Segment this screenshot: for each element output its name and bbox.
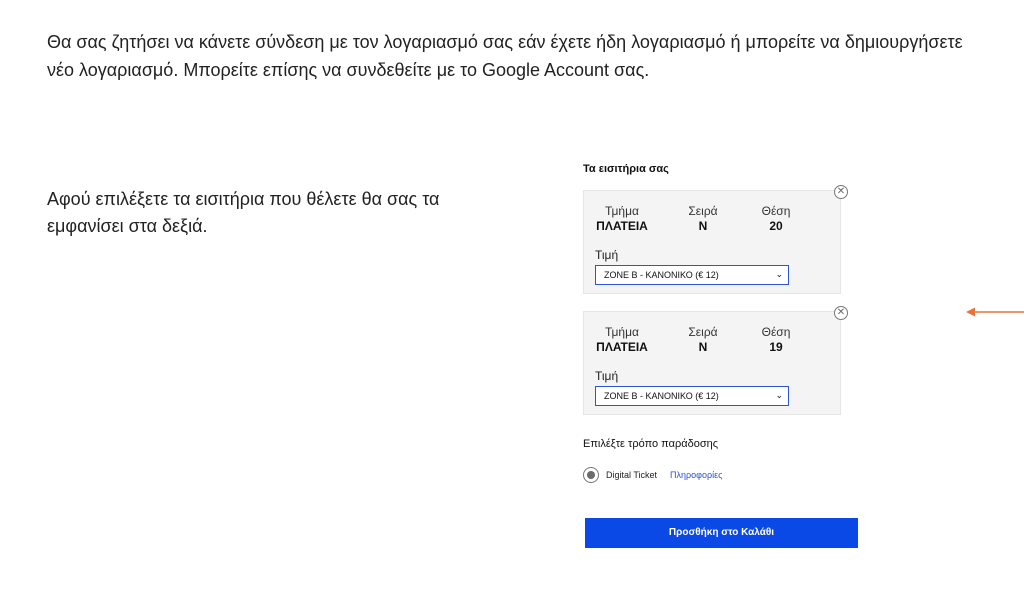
ticket-row (680, 204, 726, 234)
seat-label: Θέση (761, 325, 791, 339)
price-select-value: ZONE B - ΚΑΝΟΝΙΚΟ (€ 12) (604, 391, 719, 401)
ticket-card (583, 307, 846, 415)
price-label: Τιμή (595, 248, 619, 262)
ticket-section (594, 204, 650, 234)
delivery-title: Επιλέξτε τρόπο παράδοσης (583, 438, 719, 450)
ticket-section (594, 325, 650, 355)
price-select-value: ZONE B - ΚΑΝΟΝΙΚΟ (€ 12) (604, 270, 719, 280)
chevron-down-icon: ⌄ (775, 391, 783, 401)
row-label: Σειρά (688, 325, 718, 339)
digital-ticket-label: Digital Ticket (606, 470, 658, 480)
seat-value: 19 (769, 340, 783, 354)
remove-ticket-icon[interactable]: ✕ (834, 306, 848, 320)
price-label: Τιμή (595, 369, 619, 383)
ticket-row (680, 325, 726, 355)
info-link[interactable]: Πληροφορίες (670, 470, 723, 480)
digital-ticket-radio[interactable] (583, 467, 599, 483)
row-value: Ν (698, 340, 708, 354)
remove-ticket-icon[interactable]: ✕ (834, 185, 848, 199)
section-label: Τμήμα (605, 204, 639, 218)
ticket-seat (754, 204, 798, 234)
intro-text: Θα σας ζητήσει να κάνετε σύνδεση με τον λογαριασμό σας εάν έχετε ήδη λογαριασμό ή μπορείτε να δημιουργήσετε νέο λογαριασμό. Μπορείτε επίσης να συνδεθείτε με το Google Account σας. (47, 32, 963, 80)
section-value: ΠΛΑΤΕΙΑ (596, 219, 648, 233)
arrow-left-icon (966, 306, 1024, 318)
radio-selected-dot (587, 471, 595, 479)
add-to-cart-button[interactable]: Προσθήκη στο Καλάθι (585, 518, 858, 548)
seat-value: 20 (769, 219, 783, 233)
section-label: Τμήμα (605, 325, 639, 339)
section-value: ΠΛΑΤΕΙΑ (596, 340, 648, 354)
seat-label: Θέση (761, 204, 791, 218)
row-value: Ν (698, 219, 708, 233)
ticket-card (583, 186, 846, 294)
price-select[interactable] (595, 265, 789, 285)
note-text: Αφού επιλέξετε τα εισιτήρια που θέλετε θα σας τα εμφανίσει στα δεξιά. (47, 189, 440, 236)
chevron-down-icon: ⌄ (775, 270, 783, 280)
tickets-panel-title: Τα εισιτήρια σας (583, 163, 669, 175)
price-select[interactable] (595, 386, 789, 406)
row-label: Σειρά (688, 204, 718, 218)
ticket-seat (754, 325, 798, 355)
